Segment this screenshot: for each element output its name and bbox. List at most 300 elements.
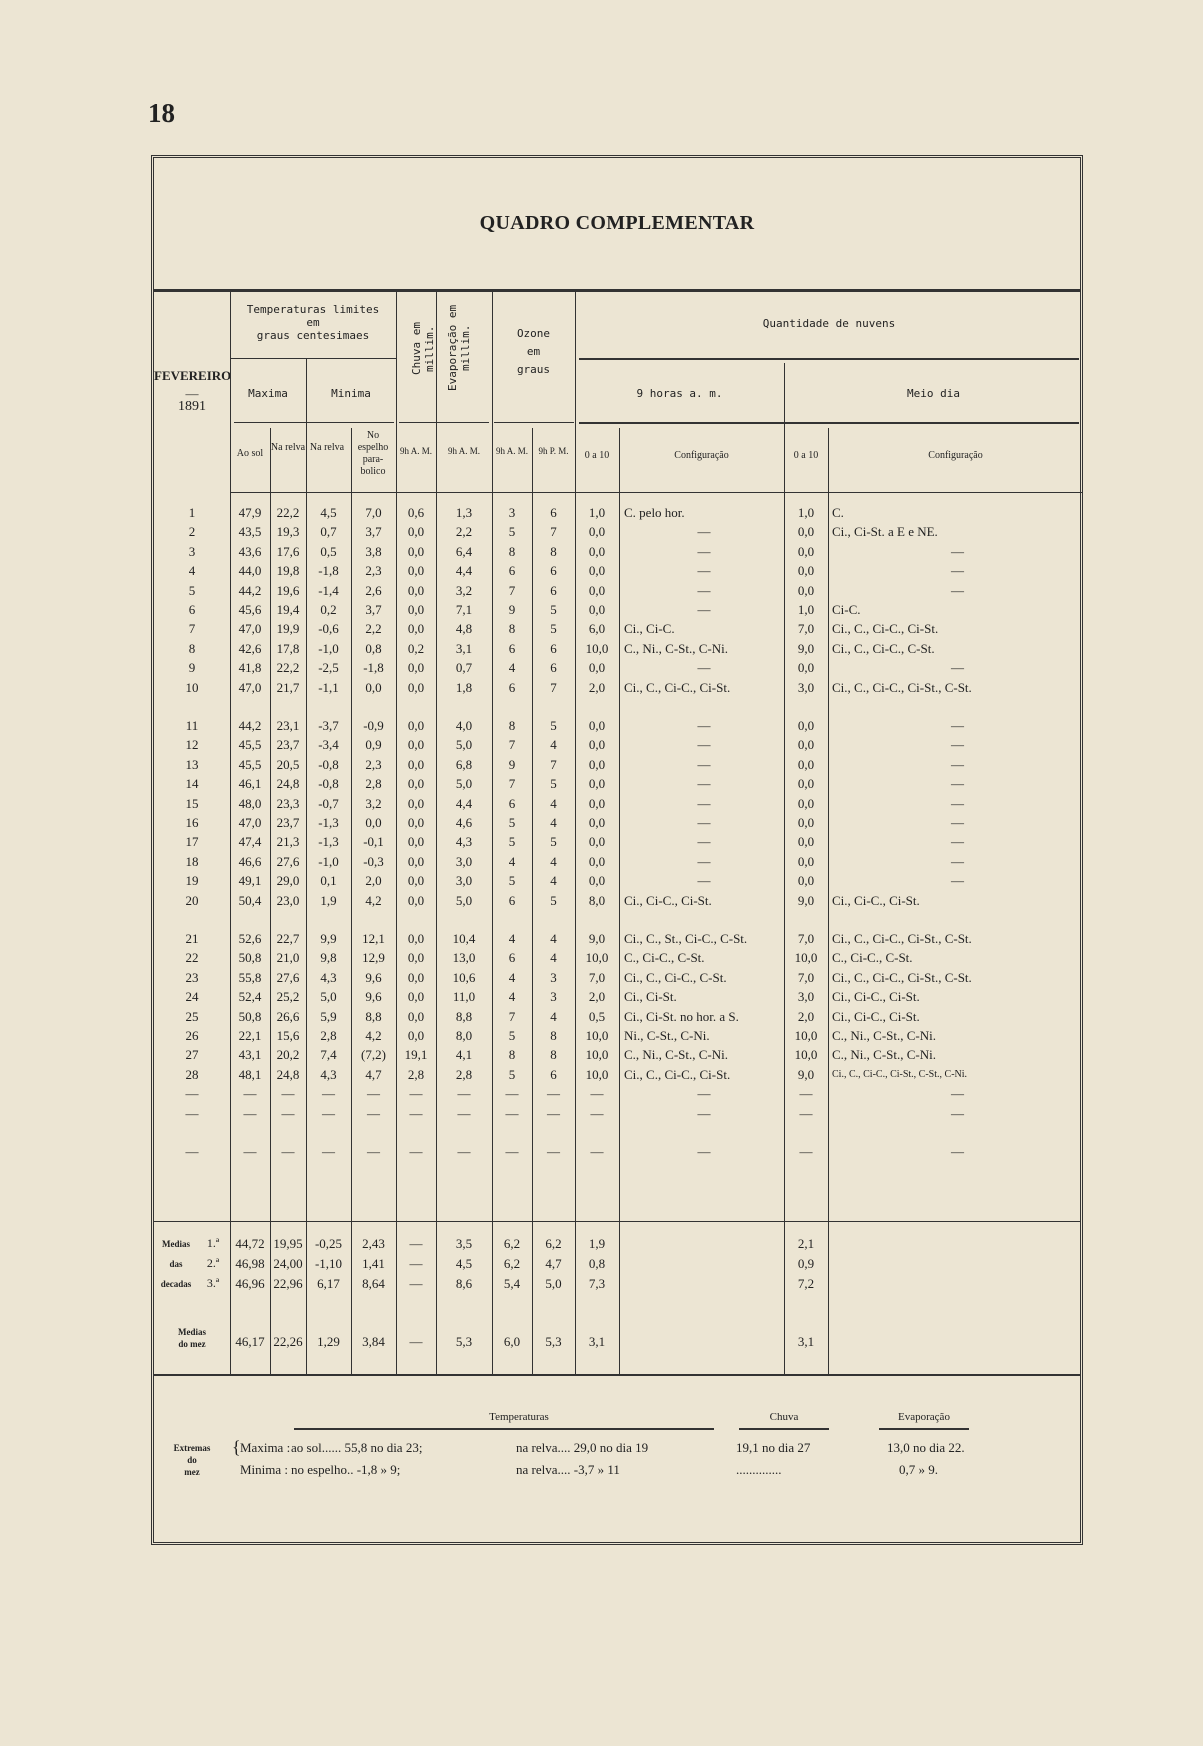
- cell-na-relva: 22,7: [276, 931, 300, 946]
- cell-ao-sol: 43,5: [238, 524, 262, 540]
- medias-cell-nuvens-9h: 0,8: [588, 1256, 606, 1271]
- cell-config-meio-dia: Ci., Ci-C., Ci-St.: [832, 989, 920, 1005]
- cell-chuva: 0,2: [407, 640, 425, 656]
- medias-mez-cell-nuvens-meio-dia: 3,1: [797, 1334, 815, 1349]
- cell-config-meio-dia: C., Ni., C-St., C-Ni.: [832, 1047, 937, 1063]
- extremas-max-a: ao sol...... 55,8 no dia 23;: [291, 1440, 423, 1455]
- cell-chuva: 0,0: [407, 679, 425, 695]
- cell-na-relva: —: [281, 1086, 295, 1102]
- cell-ozone-pm: 4: [550, 931, 557, 946]
- cell-evaporacao: 10,4: [452, 931, 476, 946]
- cell-config-9h: Ci., Ci-St.: [624, 989, 677, 1005]
- cell-ozone-am: 5: [508, 873, 516, 889]
- cell-nuvens-meio-dia: 9,0: [797, 640, 815, 656]
- cell-na-relva: 25,2: [276, 989, 300, 1005]
- cell-evaporacao: 13,0: [452, 950, 476, 966]
- cell-min-relva: —: [322, 1086, 335, 1102]
- cell-day: 27: [185, 1047, 199, 1063]
- cell-day: 11: [185, 718, 199, 733]
- divider: [154, 289, 1080, 292]
- cell-espelho: 3,7: [365, 524, 382, 540]
- cell-ozone-am: 6: [508, 679, 516, 695]
- cell-ao-sol: 47,4: [238, 834, 262, 850]
- cell-nuvens-9h: —: [590, 1105, 604, 1121]
- cell-espelho: 12,9: [362, 950, 385, 966]
- header-evap-9h: 9h A. M.: [447, 446, 480, 456]
- cell-nuvens-meio-dia: 10,0: [794, 1047, 818, 1063]
- cell-evaporacao: 5,0: [455, 737, 473, 753]
- cell-espelho: 0,0: [365, 679, 382, 695]
- cell-nuvens-9h: 10,0: [585, 1066, 609, 1082]
- cell-ao-sol: 45,6: [238, 602, 262, 617]
- extremas-label-1: Extremas: [173, 1443, 211, 1453]
- cell-chuva: 0,0: [407, 524, 425, 540]
- medias-cell-espelho: 1,41: [362, 1256, 385, 1271]
- cell-config-9h: Ci., C., St., Ci-C., C-St.: [624, 931, 748, 946]
- cell-espelho: 2,8: [365, 776, 382, 792]
- rule: [579, 358, 1079, 360]
- cell-nuvens-9h: 10,0: [585, 1047, 609, 1063]
- table-row: [154, 619, 1080, 639]
- rule: [154, 1374, 1080, 1376]
- cell-ozone-am: 6: [508, 640, 516, 656]
- cell-chuva: 0,0: [407, 989, 425, 1005]
- cell-nuvens-9h: —: [590, 1086, 604, 1102]
- cell-config-9h: C., Ci-C., C-St.: [624, 950, 705, 966]
- cell-chuva: 0,0: [407, 602, 425, 617]
- cell-ozone-am: 4: [508, 660, 516, 676]
- cell-config-9h: —: [697, 756, 711, 772]
- cell-espelho: 12,1: [362, 931, 385, 946]
- cell-na-relva: 19,6: [276, 582, 300, 598]
- cell-na-relva: 23,7: [276, 737, 300, 753]
- cell-na-relva: 27,6: [276, 853, 300, 869]
- cell-config-9h: C., Ni., C-St., C-Ni.: [624, 1047, 729, 1063]
- cell-chuva: 0,0: [407, 834, 425, 850]
- header-temp-1: Temperaturas limites: [246, 303, 380, 316]
- cell-day: 13: [185, 756, 199, 772]
- cell-espelho: 8,8: [365, 1008, 382, 1024]
- cell-ozone-pm: 5: [550, 602, 557, 617]
- extremas-minima-label: Minima :: [240, 1462, 289, 1477]
- cell-ao-sol: 43,6: [238, 543, 262, 559]
- cell-na-relva: 21,7: [276, 679, 300, 695]
- medias-cell-espelho: 8,64: [362, 1276, 385, 1291]
- medias-cell-na-relva: 19,95: [273, 1236, 303, 1251]
- cell-evaporacao: 4,1: [455, 1047, 473, 1063]
- cell-nuvens-meio-dia: 0,0: [797, 563, 815, 579]
- header-month: FEVEREIRO: [154, 368, 232, 383]
- cell-day: 12: [185, 737, 199, 753]
- cell-config-meio-dia: —: [951, 563, 964, 579]
- extremas-min-c: ..............: [736, 1462, 782, 1477]
- cell-ozone-am: 8: [508, 543, 516, 559]
- cell-config-meio-dia: —: [951, 815, 964, 830]
- cell-config-9h: —: [697, 660, 711, 676]
- cell-nuvens-meio-dia: 7,0: [797, 931, 815, 946]
- cell-ozone-am: —: [505, 1086, 519, 1102]
- cell-espelho: 0,0: [365, 815, 382, 830]
- cell-nuvens-meio-dia: 0,0: [797, 524, 815, 540]
- cell-na-relva: 15,6: [276, 1028, 300, 1043]
- medias-cell-nuvens-meio-dia: 2,1: [797, 1236, 815, 1251]
- cell-na-relva: 23,0: [276, 892, 300, 908]
- cell-config-9h: Ci., C., Ci-C., Ci-St.: [624, 679, 731, 695]
- cell-ao-sol: 50,8: [238, 1008, 262, 1024]
- cell-nuvens-9h: 0,0: [588, 815, 606, 830]
- table-row: [154, 678, 1080, 698]
- table-row: [154, 716, 1080, 736]
- cell-ozone-am: 8: [508, 621, 516, 637]
- medias-cell-na-relva: 24,00: [273, 1256, 303, 1271]
- cell-na-relva: 19,8: [276, 563, 300, 579]
- medias-mez-label-1: Medias: [178, 1327, 206, 1337]
- cell-ozone-am: 5: [508, 1066, 516, 1082]
- cell-day: 22: [185, 950, 199, 966]
- cell-min-relva: -1,0: [318, 853, 339, 869]
- cell-ao-sol: 45,5: [238, 756, 262, 772]
- medias-cell-ozone-pm: 4,7: [545, 1256, 562, 1271]
- cell-ozone-am: 5: [508, 524, 516, 540]
- cell-config-9h: —: [697, 1105, 711, 1121]
- header-nuvens: Quantidade de nuvens: [762, 317, 896, 330]
- cell-espelho: -0,9: [363, 718, 384, 733]
- cell-config-meio-dia: Ci., C., Ci-C., Ci-St.: [832, 621, 939, 637]
- cell-na-relva: —: [281, 1105, 295, 1121]
- cell-chuva: 0,0: [407, 660, 425, 676]
- cell-chuva: 0,0: [407, 776, 425, 792]
- header-0a10-2: 0 a 10: [793, 450, 819, 461]
- cell-na-relva: 22,2: [276, 660, 300, 676]
- cell-min-relva: —: [322, 1105, 335, 1121]
- cell-config-9h: Ci., Ci-C., Ci-St.: [624, 892, 712, 908]
- cell-nuvens-meio-dia: —: [799, 1086, 813, 1102]
- cell-ozone-am: 7: [508, 582, 516, 598]
- cell-config-9h: —: [697, 524, 711, 540]
- medias-mez-cell-evaporacao: 5,3: [455, 1334, 473, 1349]
- cell-config-meio-dia: —: [951, 776, 964, 792]
- medias-cell-min-relva: 6,17: [317, 1276, 340, 1291]
- table-row: [154, 755, 1080, 775]
- cell-chuva: 19,1: [404, 1047, 428, 1063]
- cell-chuva: 0,0: [407, 873, 425, 889]
- cell-day: 19: [185, 873, 199, 889]
- cell-min-relva: -1,3: [318, 834, 339, 850]
- cell-config-meio-dia: Ci., Ci-C., Ci-St.: [832, 1008, 920, 1024]
- cell-ozone-am: 5: [508, 1028, 516, 1043]
- cell-na-relva: —: [281, 1144, 295, 1159]
- cell-espelho: 2,3: [365, 563, 382, 579]
- cell-ozone-am: 4: [508, 989, 516, 1005]
- cell-chuva: 0,0: [407, 756, 425, 772]
- cell-ozone-pm: 6: [550, 640, 557, 656]
- medias-mez-cell-min-relva: 1,29: [317, 1334, 340, 1349]
- table-row: [154, 658, 1080, 678]
- table-row: [154, 735, 1080, 755]
- cell-chuva: 0,0: [407, 931, 425, 946]
- cell-ao-sol: 47,9: [238, 505, 262, 520]
- medias-mez-cell-ozone-am: 6,0: [503, 1334, 521, 1349]
- table-row: [154, 639, 1080, 659]
- cell-min-relva: 7,4: [320, 1047, 337, 1063]
- cell-day: —: [185, 1144, 199, 1159]
- cell-nuvens-meio-dia: 1,0: [797, 505, 815, 520]
- cell-ao-sol: 44,2: [238, 718, 262, 733]
- cell-chuva: 0,0: [407, 892, 425, 908]
- brace: {: [232, 1437, 241, 1457]
- cell-nuvens-9h: 6,0: [588, 621, 606, 637]
- cell-config-meio-dia: —: [951, 873, 964, 889]
- cell-config-9h: —: [697, 718, 711, 733]
- cell-ozone-pm: 4: [550, 795, 557, 811]
- cell-na-relva: 20,2: [276, 1047, 300, 1063]
- cell-ozone-am: 6: [508, 892, 516, 908]
- cell-evaporacao: 8,8: [455, 1008, 473, 1024]
- cell-nuvens-meio-dia: 0,0: [797, 815, 815, 830]
- cell-chuva: 0,0: [407, 543, 425, 559]
- medias-cell-espelho: 2,43: [362, 1236, 385, 1251]
- cell-espelho: 9,6: [365, 989, 382, 1005]
- cell-evaporacao: —: [457, 1105, 471, 1121]
- cell-nuvens-meio-dia: 10,0: [794, 1028, 818, 1043]
- cell-ozone-am: —: [505, 1144, 519, 1159]
- cell-day: —: [185, 1105, 199, 1121]
- medias-cell-ozone-am: 6,2: [503, 1236, 521, 1251]
- cell-config-9h: Ci., Ci-C.: [624, 621, 675, 637]
- medias-row: [154, 1234, 1080, 1254]
- medias-cell-evaporacao: 3,5: [455, 1236, 473, 1251]
- header-configuracao: Configuração: [674, 450, 729, 461]
- rule: [739, 1428, 829, 1430]
- cell-nuvens-9h: —: [590, 1144, 604, 1159]
- cell-ozone-pm: 4: [550, 1008, 557, 1024]
- medias-cell-ozone-am: 6,2: [503, 1256, 521, 1271]
- cell-evaporacao: 3,2: [455, 582, 473, 598]
- cell-espelho: 0,8: [365, 640, 382, 656]
- table-row: [154, 542, 1080, 562]
- cell-min-relva: 4,5: [320, 505, 337, 520]
- header-ozone-2: em: [526, 345, 541, 358]
- cell-config-meio-dia: —: [951, 1086, 964, 1102]
- cell-na-relva: 19,3: [276, 524, 300, 540]
- medias-cell-evaporacao: 4,5: [455, 1256, 473, 1271]
- medias-mez-cell-ozone-pm: 5,3: [545, 1334, 562, 1349]
- cell-ozone-am: 5: [508, 834, 516, 850]
- cell-evaporacao: 3,1: [455, 640, 473, 656]
- rule: [230, 492, 1083, 493]
- cell-ozone-pm: 6: [550, 660, 557, 676]
- medias-cell-nuvens-meio-dia: 7,2: [797, 1276, 815, 1291]
- cell-espelho: 0,9: [365, 737, 382, 753]
- cell-na-relva: 23,3: [276, 795, 300, 811]
- page-title: QUADRO COMPLEMENTAR: [479, 212, 755, 234]
- extremas-min-b: na relva.... -3,7 » 11: [516, 1462, 620, 1477]
- cell-chuva: 0,0: [407, 718, 425, 733]
- cell-espelho: 2,3: [365, 756, 382, 772]
- cell-ozone-am: —: [505, 1105, 519, 1121]
- cell-nuvens-meio-dia: 9,0: [797, 892, 815, 908]
- cell-ao-sol: 50,4: [238, 892, 262, 908]
- cell-evaporacao: 2,8: [455, 1066, 473, 1082]
- medias-cell-ozone-am: 5,4: [503, 1276, 521, 1291]
- cell-nuvens-9h: 10,0: [585, 1028, 609, 1043]
- cell-nuvens-meio-dia: —: [799, 1105, 813, 1121]
- cell-ao-sol: 22,1: [238, 1028, 262, 1043]
- cell-ozone-am: 8: [508, 1047, 516, 1063]
- table-row: [154, 1142, 1080, 1162]
- cell-nuvens-meio-dia: —: [799, 1144, 813, 1159]
- cell-ao-sol: 49,1: [238, 873, 262, 889]
- medias-mez-cell-ao-sol: 46,17: [235, 1334, 265, 1349]
- cell-ozone-pm: 4: [550, 815, 557, 830]
- medias-idx-3: 3.ª: [206, 1276, 220, 1290]
- cell-min-relva: 0,2: [320, 602, 337, 617]
- cell-config-9h: —: [697, 795, 711, 811]
- cell-chuva: —: [409, 1144, 423, 1159]
- header-dash: —: [185, 386, 199, 401]
- cell-ao-sol: 55,8: [238, 969, 262, 985]
- cell-ozone-pm: 4: [550, 853, 557, 869]
- cell-day: 6: [188, 602, 196, 617]
- cell-config-9h: —: [697, 873, 711, 889]
- cell-ao-sol: 44,0: [238, 563, 262, 579]
- cell-ao-sol: 50,8: [238, 950, 262, 966]
- medias-cell-nuvens-meio-dia: 0,9: [797, 1256, 815, 1271]
- medias-cell-min-relva: -1,10: [314, 1256, 343, 1271]
- cell-ozone-am: 7: [508, 737, 516, 753]
- header-ozone-9am: 9h A. M.: [495, 446, 528, 456]
- cell-nuvens-meio-dia: 0,0: [797, 718, 815, 733]
- cell-config-meio-dia: Ci-C.: [832, 602, 861, 617]
- cell-nuvens-meio-dia: 0,0: [797, 737, 815, 753]
- cell-ao-sol: —: [243, 1144, 257, 1159]
- cell-config-meio-dia: Ci., C., Ci-C., Ci-St., C-St.: [832, 969, 972, 985]
- cell-evaporacao: 4,4: [455, 795, 473, 811]
- cell-ao-sol: 47,0: [238, 815, 262, 830]
- cell-config-meio-dia: —: [951, 718, 964, 733]
- cell-evaporacao: 0,7: [455, 660, 473, 676]
- cell-evaporacao: 4,8: [455, 621, 473, 637]
- cell-chuva: 0,0: [407, 853, 425, 869]
- cell-evaporacao: 2,2: [455, 524, 473, 540]
- cell-nuvens-9h: 0,0: [588, 737, 606, 753]
- cell-day: 21: [185, 931, 199, 946]
- cell-min-relva: 2,8: [320, 1028, 337, 1043]
- cell-espelho: 4,2: [365, 892, 382, 908]
- cell-ao-sol: 46,1: [238, 776, 262, 792]
- cell-na-relva: 22,2: [276, 505, 300, 520]
- cell-config-meio-dia: —: [951, 660, 964, 676]
- table-row: [154, 1084, 1080, 1104]
- medias-cell-chuva: —: [409, 1276, 423, 1291]
- cell-config-9h: C., Ni., C-St., C-Ni.: [624, 640, 729, 656]
- cell-nuvens-9h: 2,0: [588, 989, 606, 1005]
- cell-nuvens-9h: 2,0: [588, 679, 606, 695]
- cell-chuva: 0,0: [407, 737, 425, 753]
- cell-nuvens-9h: 9,0: [588, 931, 606, 946]
- cell-ozone-am: 6: [508, 795, 516, 811]
- medias-row: [154, 1274, 1080, 1294]
- medias-label-2: das: [169, 1259, 183, 1269]
- cell-nuvens-9h: 0,0: [588, 563, 606, 579]
- cell-chuva: 0,0: [407, 969, 425, 985]
- cell-ao-sol: 43,1: [238, 1047, 262, 1063]
- cell-config-9h: —: [697, 834, 711, 850]
- cell-na-relva: 24,8: [276, 1066, 300, 1082]
- cell-evaporacao: 3,0: [455, 873, 473, 889]
- cell-chuva: 0,6: [407, 505, 425, 520]
- cell-ao-sol: 41,8: [238, 660, 262, 676]
- cell-day: 24: [185, 989, 199, 1005]
- cell-nuvens-9h: 0,0: [588, 776, 606, 792]
- cell-config-9h: —: [697, 563, 711, 579]
- cell-nuvens-9h: 8,0: [588, 892, 606, 908]
- cell-ozone-pm: 5: [550, 621, 557, 637]
- medias-mez-cell-na-relva: 22,26: [273, 1334, 303, 1349]
- cell-config-meio-dia: Ci., Ci-St. a E e NE.: [832, 524, 938, 540]
- cell-min-relva: 5,9: [320, 1008, 337, 1024]
- medias-label-1: Medias: [162, 1239, 190, 1249]
- cell-nuvens-meio-dia: 7,0: [797, 621, 815, 637]
- cell-config-meio-dia: —: [951, 1144, 964, 1159]
- cell-chuva: —: [409, 1086, 423, 1102]
- cell-day: 26: [185, 1028, 199, 1043]
- cell-ao-sol: 47,0: [238, 679, 262, 695]
- table-row: [154, 522, 1080, 542]
- cell-espelho: 7,0: [365, 505, 382, 520]
- table-row: [154, 852, 1080, 872]
- cell-config-meio-dia: —: [951, 834, 964, 850]
- cell-nuvens-meio-dia: 0,0: [797, 543, 815, 559]
- cell-espelho: 9,6: [365, 969, 382, 985]
- cell-nuvens-meio-dia: 0,0: [797, 795, 815, 811]
- cell-ozone-pm: 5: [550, 892, 557, 908]
- extremas-min-a: no espelho.. -1,8 » 9;: [291, 1462, 401, 1477]
- cell-ao-sol: —: [243, 1086, 257, 1102]
- cell-evaporacao: —: [457, 1086, 471, 1102]
- rule: [230, 358, 396, 359]
- medias-label-3: decadas: [160, 1279, 192, 1289]
- table-row: [154, 1045, 1080, 1065]
- cell-config-9h: —: [697, 602, 711, 617]
- cell-na-relva: 23,7: [276, 815, 300, 830]
- cell-day: 15: [185, 795, 199, 811]
- cell-config-meio-dia: —: [951, 582, 964, 598]
- cell-evaporacao: 1,3: [455, 505, 473, 520]
- extremas-chuva: Chuva: [769, 1411, 799, 1423]
- cell-na-relva: 21,3: [276, 834, 300, 850]
- table-row: [154, 503, 1080, 523]
- cell-config-meio-dia: C., Ni., C-St., C-Ni.: [832, 1028, 937, 1043]
- cell-config-9h: —: [697, 1086, 711, 1102]
- cell-config-9h: Ci., Ci-St. no hor. a S.: [624, 1008, 739, 1024]
- medias-cell-ao-sol: 46,96: [235, 1276, 265, 1291]
- cell-config-9h: —: [697, 776, 711, 792]
- cell-config-meio-dia: Ci., C., Ci-C., C-St.: [832, 640, 935, 656]
- cell-nuvens-9h: 10,0: [585, 640, 609, 656]
- header-minima: Minima: [331, 387, 371, 400]
- cell-espelho: -0,1: [363, 834, 384, 850]
- table-row: [154, 600, 1080, 620]
- header-na-relva: Na relva: [270, 442, 306, 453]
- cell-nuvens-meio-dia: 0,0: [797, 582, 815, 598]
- cell-espelho: 3,2: [365, 795, 382, 811]
- header-maxima: Maxima: [248, 387, 288, 400]
- cell-na-relva: 20,5: [276, 756, 300, 772]
- cell-config-9h: —: [697, 853, 711, 869]
- medias-cell-min-relva: -0,25: [314, 1236, 343, 1251]
- medias-mez-cell-chuva: —: [409, 1334, 423, 1349]
